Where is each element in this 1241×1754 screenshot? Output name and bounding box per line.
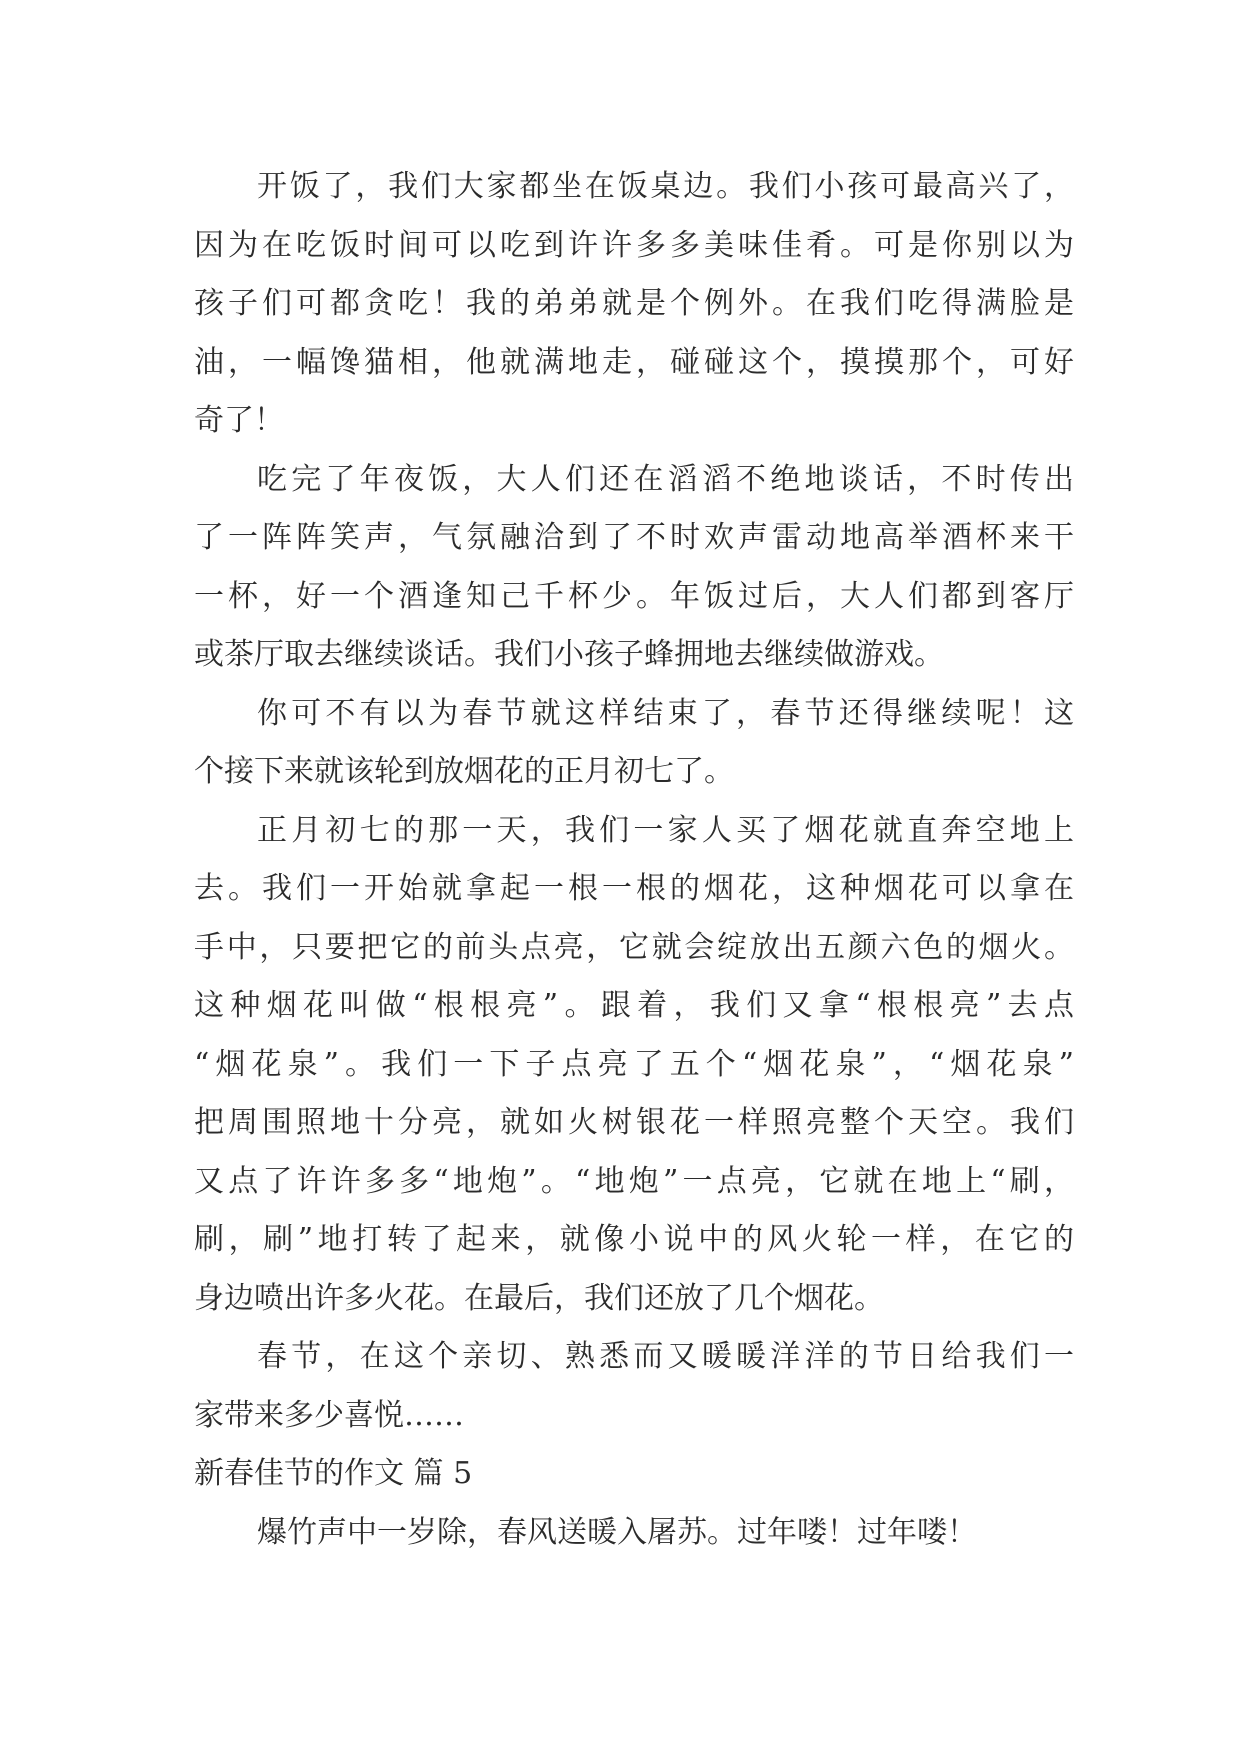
text-line: 了一阵阵笑声，气氛融洽到了不时欢声雷动地高举酒杯来干	[194, 520, 1074, 555]
text-line: “烟花泉”。我们一下子点亮了五个“烟花泉”，“烟花泉”	[194, 1046, 1074, 1082]
text-line: 正月初七的那一天，我们一家人买了烟花就直奔空地上	[257, 812, 1074, 848]
text-line: 吃完了年夜饭，大人们还在滔滔不绝地谈话，不时传出	[257, 461, 1074, 497]
paragraph	[194, 1504, 1074, 1563]
text-line: 刷，刷”地打转了起来，就像小说中的风火轮一样，在它的	[194, 1222, 1074, 1257]
section-heading: 新春佳节的作文 篇 5	[194, 1456, 473, 1491]
text-line: 孩子们可都贪吃！我的弟弟就是个例外。在我们吃得满脸是	[194, 286, 1074, 321]
text-line: 家带来多少喜悦……	[194, 1397, 464, 1433]
text-line: 或茶厅取去继续谈话。我们小孩子蜂拥地去继续做游戏。	[194, 637, 944, 672]
text-line: 开饭了，我们大家都坐在饭桌边。我们小孩可最高兴了，	[257, 169, 1074, 204]
text-line: 去。我们一开始就拿起一根一根的烟花，这种烟花可以拿在	[194, 871, 1074, 906]
paragraph	[194, 685, 1074, 802]
essay-body	[194, 158, 1074, 1562]
text-line: 身边喷出许多火花。在最后，我们还放了几个烟花。	[194, 1280, 884, 1316]
paragraph	[194, 158, 1074, 451]
text-line: 爆竹声中一岁除，春风送暖入屠苏。过年喽！过年喽！	[257, 1514, 977, 1550]
text-line: 油，一幅馋猫相，他就满地走，碰碰这个，摸摸那个，可好	[194, 344, 1074, 380]
text-line: 一杯，好一个酒逢知己千杯少。年饭过后，大人们都到客厅	[194, 578, 1074, 614]
paragraph	[194, 451, 1074, 685]
text-line: 把周围照地十分亮，就如火树银花一样照亮整个天空。我们	[194, 1105, 1074, 1140]
text-line: 个接下来就该轮到放烟花的正月初七了。	[194, 754, 734, 789]
text-line: 又点了许许多多“地炮”。“地炮”一点亮，它就在地上“刷，	[194, 1163, 1074, 1199]
text-line: 因为在吃饭时间可以吃到许许多多美味佳肴。可是你别以为	[194, 227, 1074, 263]
text-line: 这种烟花叫做“根根亮”。跟着，我们又拿“根根亮”去点	[194, 988, 1074, 1023]
text-line: 手中，只要把它的前头点亮，它就会绽放出五颜六色的烟火。	[194, 929, 1074, 965]
paragraph	[194, 802, 1074, 1329]
text-line: 春节，在这个亲切、熟悉而又暖暖洋洋的节日给我们一	[257, 1339, 1074, 1374]
paragraph	[194, 1328, 1074, 1445]
text-line: 奇了！	[194, 403, 284, 438]
text-line: 你可不有以为春节就这样结束了，春节还得继续呢！这	[257, 695, 1074, 731]
